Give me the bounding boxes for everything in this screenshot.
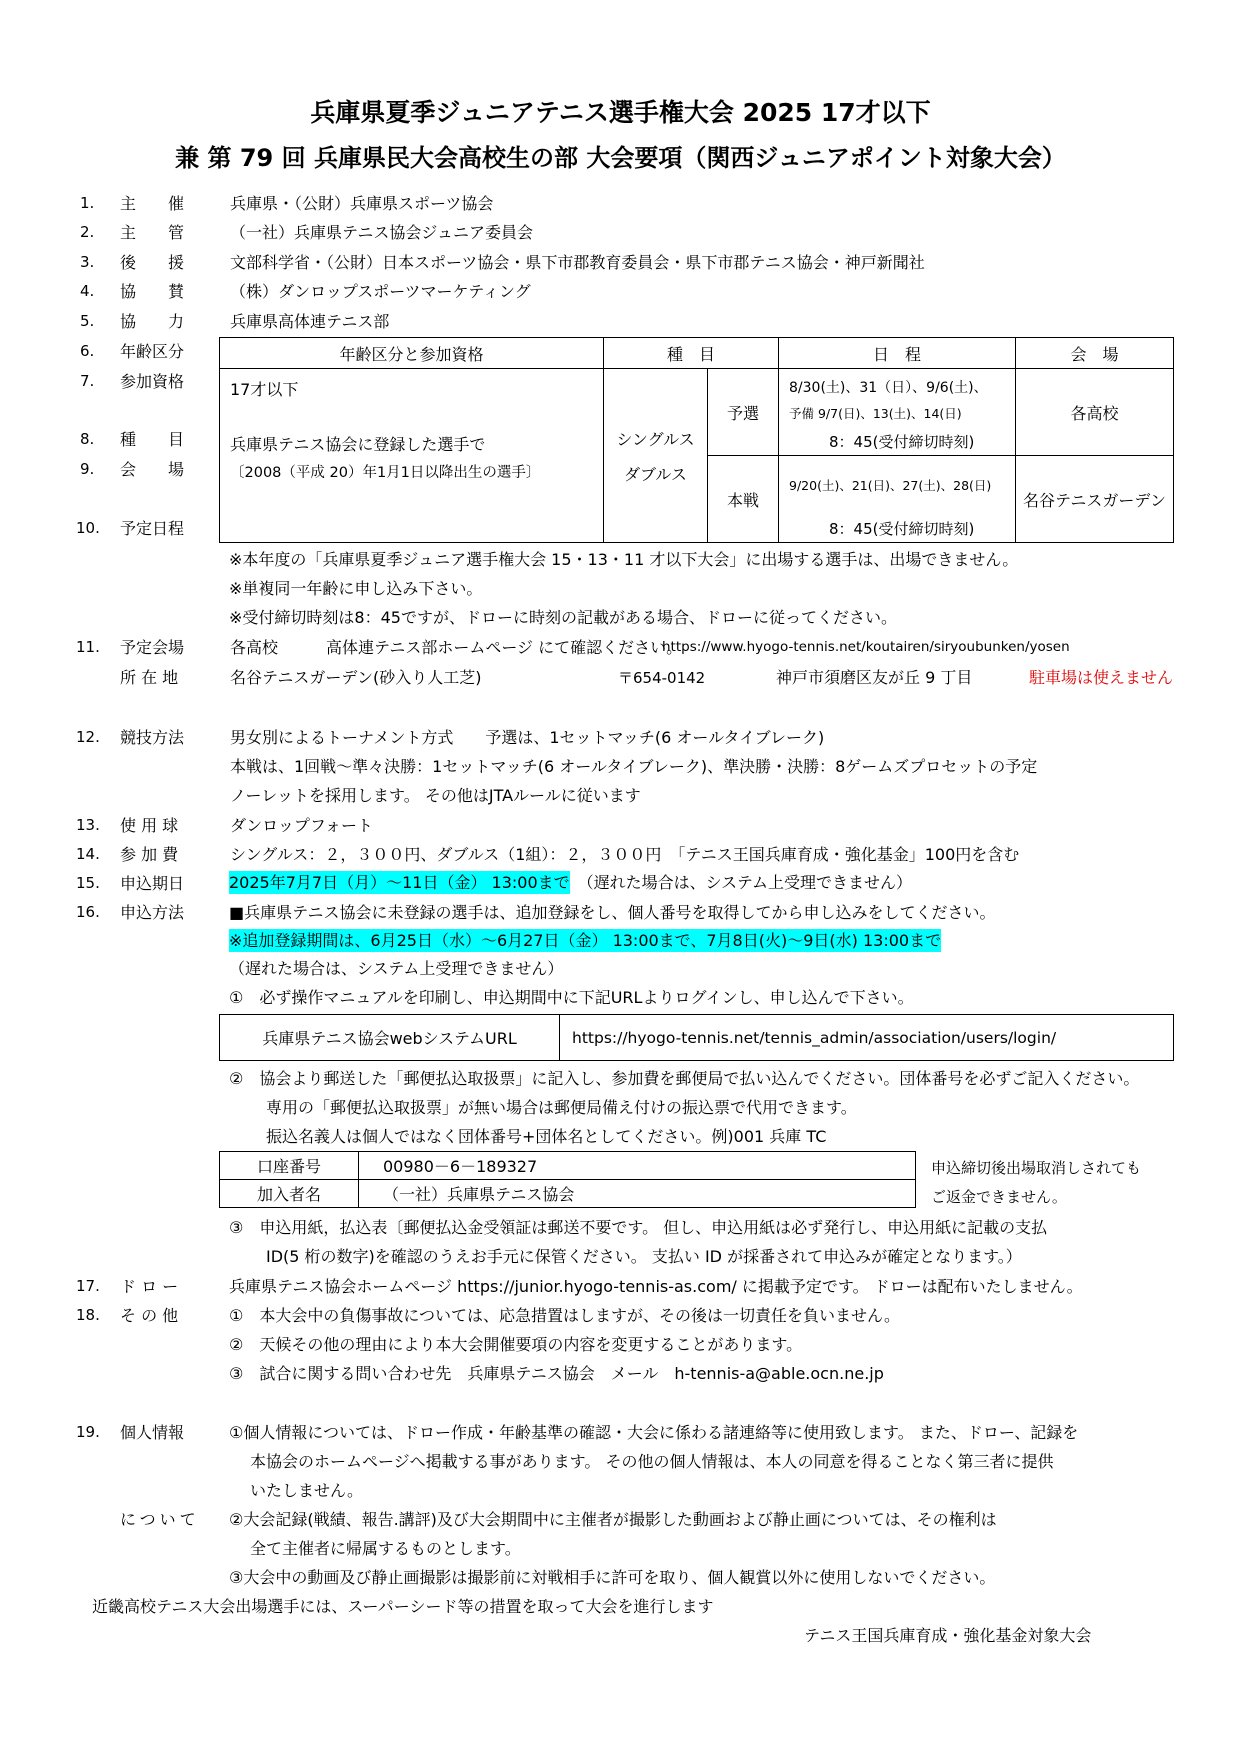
eligibility-cell (220, 369, 604, 543)
item-label: 競技方法 (120, 728, 185, 747)
event-doubles: ダブルス (624, 464, 687, 484)
format-line1: 男女別によるトーナメント方式 予選は、1セットマッチ(6 オールタイブレーク) (230, 728, 825, 747)
apply-step2c: 振込名義人は個人ではなく団体番号+団体名としてください。例)001 兵庫 TC (266, 1127, 827, 1146)
refund-note-1: 申込締切後出場取消しされても (931, 1159, 1142, 1177)
privacy-p3: ③大会中の動画及び静止画撮影は撮影前に対戦相手に許可を取り、個人観賞以外に使用しないでください。 (229, 1568, 996, 1587)
kinki-note: 近畿高校テニス大会出場選手には、スーパーシード等の措置を取って大会を進行します (92, 1597, 714, 1616)
item-number: 18. (76, 1306, 100, 1324)
postal-code: 〒654-0142 (618, 669, 706, 687)
main-time: 8：45(受付締切時刻) (829, 520, 975, 538)
cooperation-text: 兵庫県高体連テニス部 (230, 312, 390, 331)
item-number: 4. (80, 282, 95, 300)
payee-name: （一社）兵庫県テニス協会 (359, 1180, 916, 1208)
item-label: 会 場 (120, 460, 185, 479)
item-number: 10. (76, 519, 100, 537)
venue-info: 高体連テニス部ホームページ にて確認ください。 (326, 638, 683, 657)
item-label: 参 加 費 (120, 845, 179, 864)
item-number: 2. (80, 223, 95, 241)
page-subtitle: 兼 第 79 回 兵庫県民大会高校生の部 大会要項（関西ジュニアポイント対象大会） (175, 144, 1066, 172)
apply-line2: ※追加登録期間は、6月25日（水）～6月27日（金） 13:00まで、7月8日(火)～9日(水) 13:00まで (229, 931, 942, 950)
address: 神戸市須磨区友が丘 9 丁目 (776, 668, 973, 687)
other-line3: ③ 試合に関する問い合わせ先 兵庫県テニス協会 メール h-tennis-a@able.ocn.ne.jp (229, 1364, 884, 1383)
header-schedule: 日 程 (779, 338, 1016, 369)
fund-note: テニス王国兵庫育成・強化基金対象大会 (804, 1626, 1092, 1645)
item-label: 後 援 (120, 253, 185, 272)
other-line2: ② 天候その他の理由により本大会開催要項の内容を変更することがあります。 (229, 1335, 803, 1354)
qual-schedule-cell (779, 369, 1016, 456)
main-venue: 名谷テニスガーデン (1016, 456, 1174, 543)
deadline-note: （遅れた場合は、システム上受理できません） (569, 873, 913, 892)
event-cell (604, 369, 708, 543)
fee-text: シングルス：２，３００円、ダブルス（1組）：２，３００円 「テニス王国兵庫育成・強化基金」100円を含む (230, 845, 1020, 864)
format-line3: ノーレットを採用します。 その他はJTAルールに従います (230, 786, 641, 805)
item-label: 予定日程 (120, 519, 185, 538)
format-line2: 本戦は、1回戦～準々決勝：1セットマッチ(6 オールタイブレーク)、準決勝・決勝：8ゲームズプロセットの予定 (230, 757, 1038, 776)
privacy-p1c: いたしません。 (250, 1481, 363, 1500)
item-label: 申込期日 (120, 874, 185, 893)
privacy-p2b: 全て主催者に帰属するものとします。 (250, 1539, 521, 1558)
header-age: 年齢区分と参加資格 (220, 338, 604, 369)
organizer-text: 兵庫県・（公財）兵庫県スポーツ協会 (230, 194, 494, 213)
qual-venue: 各高校 (1016, 369, 1174, 456)
item-label: 使 用 球 (120, 816, 179, 835)
support-text: 文部科学省・（公財）日本スポーツ協会・県下市郡教育委員会・県下市郡テニス協会・神戸新聞社 (230, 253, 925, 272)
item-number: 1. (80, 194, 95, 212)
item-label: そ の 他 (120, 1306, 179, 1325)
url-table (219, 1014, 1174, 1061)
sponsor-text: （株）ダンロップスポーツマーケティング (230, 282, 531, 301)
main-schedule-cell (779, 456, 1016, 543)
item-number: 11. (76, 638, 100, 656)
item-number: 12. (76, 728, 100, 746)
draw-text: 兵庫県テニス協会ホームページ https://junior.hyogo-tennis-as.com/ に掲載予定です。 ドローは配布いたしません。 (229, 1277, 1083, 1296)
management-text: （一社）兵庫県テニス協会ジュニア委員会 (230, 223, 534, 242)
item-number: 15. (76, 874, 100, 892)
ball-text: ダンロップフォート (230, 816, 374, 835)
header-event: 種 目 (604, 338, 779, 369)
apply-line3: （遅れた場合は、システム上受理できません） (229, 959, 564, 978)
item-number: 14. (76, 845, 100, 863)
item-number: 6. (80, 342, 95, 360)
item-number: 5. (80, 312, 95, 330)
item-number: 13. (76, 816, 100, 834)
item-label-2: について (120, 1510, 200, 1529)
qual-time: 8：45(受付締切時刻) (829, 433, 975, 451)
item-label: 申込方法 (120, 903, 185, 922)
item-label: 主 管 (120, 223, 185, 242)
item-label: 種 目 (120, 430, 185, 449)
eligibility-line2: 〔2008（平成 20）年1月1日以降出生の選手〕 (230, 465, 541, 481)
account-table (219, 1151, 916, 1208)
privacy-p1a: ①個人情報については、ドロー作成・年齢基準の確認・大会に係わる諸連絡等に使用致します。 また、ドロー、記録を (229, 1423, 1079, 1442)
payee-label: 加入者名 (220, 1180, 359, 1208)
privacy-p2a: ②大会記録(戦績、報告.講評)及び大会期間中に主催者が撮影した動画および静止画については、その権利は (229, 1510, 997, 1529)
apply-step3a: ③ 申込用紙，払込表〔郵便払込金受領証は郵送不要です。 但し、申込用紙は必ず発行し、申込用紙に記載の支払 (229, 1218, 1048, 1237)
item-label: 個人情報 (120, 1423, 185, 1442)
location-label: 所 在 地 (120, 668, 179, 687)
item-label: 協 賛 (120, 282, 185, 301)
other-line1: ① 本大会中の負傷事故については、応急措置はしますが、その後は一切責任を負いません。 (229, 1306, 900, 1325)
refund-note-2: ご返金できません。 (931, 1188, 1067, 1206)
event-singles: シングルス (616, 429, 695, 449)
deadline-highlight: 2025年7月7日（月）～11日（金） 13:00まで (229, 873, 570, 892)
age-text: 17才以下 (230, 380, 299, 399)
account-number: 00980－6－189327 (359, 1152, 916, 1180)
item-number: 19. (76, 1423, 100, 1441)
apply-step2b: 専用の「郵便払込取扱票」が無い場合は郵便局備え付けの振込票で代用できます。 (266, 1098, 857, 1117)
deadline-line (229, 875, 912, 891)
item-number: 9. (80, 460, 95, 478)
item-label: 予定会場 (120, 638, 185, 657)
main-label: 本戦 (708, 456, 779, 543)
item-label: ド ロ ー (120, 1277, 179, 1296)
item-number: 16. (76, 903, 100, 921)
eligibility-line1: 兵庫県テニス協会に登録した選手で (230, 435, 486, 454)
note-line: ※受付締切時刻は8：45ですが、ドローに時刻の記載がある場合、ドローに従ってください。 (229, 608, 897, 627)
venue-text: 各高校 (230, 638, 279, 657)
url-label: 兵庫県テニス協会webシステムURL (220, 1015, 560, 1061)
item-number: 7. (80, 372, 95, 390)
item-label: 主 催 (120, 194, 185, 213)
system-url[interactable]: https://hyogo-tennis.net/tennis_admin/association/users/login/ (560, 1015, 1174, 1061)
main-dates: 9/20(土)、21(日)、27(土)、28(日) (789, 478, 992, 493)
privacy-p1b: 本協会のホームページへ掲載する事があります。 その他の個人情報は、本人の同意を得ることなく第三者に提供 (250, 1452, 1054, 1471)
apply-line1: ■兵庫県テニス協会に未登録の選手は、追加登録をし、個人番号を取得してから申し込みをしてください。 (229, 903, 996, 922)
page-title: 兵庫県夏季ジュニアテニス選手権大会 2025 17才以下 (310, 98, 931, 127)
item-number: 3. (80, 253, 95, 271)
venue-url[interactable]: https://www.hyogo-tennis.net/koutairen/siryoubunken/yosen (662, 639, 1070, 655)
apply-step1: ① 必ず操作マニュアルを印刷し、申込期間中に下記URLよりログインし、申し込んで下さい。 (229, 988, 914, 1007)
qual-dates-2: 予備 9/7(日)、13(土)、14(日) (789, 406, 962, 421)
qual-dates-1: 8/30(土)、31（日）、9/6(土)、 (789, 380, 988, 396)
item-label: 年齢区分 (120, 342, 185, 361)
qual-label: 予選 (708, 369, 779, 456)
apply-step3b: ID(5 桁の数字)を確認のうえお手元に保管ください。 支払い ID が採番されて申込みが確定となります。） (266, 1247, 1022, 1266)
location-name: 名谷テニスガーデン(砂入り人工芝) (230, 668, 482, 687)
schedule-table (219, 337, 1174, 543)
apply-step2a: ② 協会より郵送した「郵便払込取扱票」に記入し、参加費を郵便局で払い込んでください。団体番号を必ずご記入ください。 (229, 1069, 1140, 1088)
item-number: 17. (76, 1277, 100, 1295)
account-label: 口座番号 (220, 1152, 359, 1180)
apply-line2-wrap (229, 933, 941, 949)
item-number: 8. (80, 430, 95, 448)
note-line: ※本年度の「兵庫県夏季ジュニア選手権大会 15・13・11 才以下大会」に出場する選手は、出場できません。 (229, 550, 1019, 569)
note-line: ※単複同一年齢に申し込み下さい。 (229, 579, 483, 598)
item-label: 協 力 (120, 312, 185, 331)
parking-note: 駐車場は使えません (1029, 668, 1174, 687)
item-label: 参加資格 (120, 372, 185, 391)
header-venue: 会 場 (1016, 338, 1174, 369)
